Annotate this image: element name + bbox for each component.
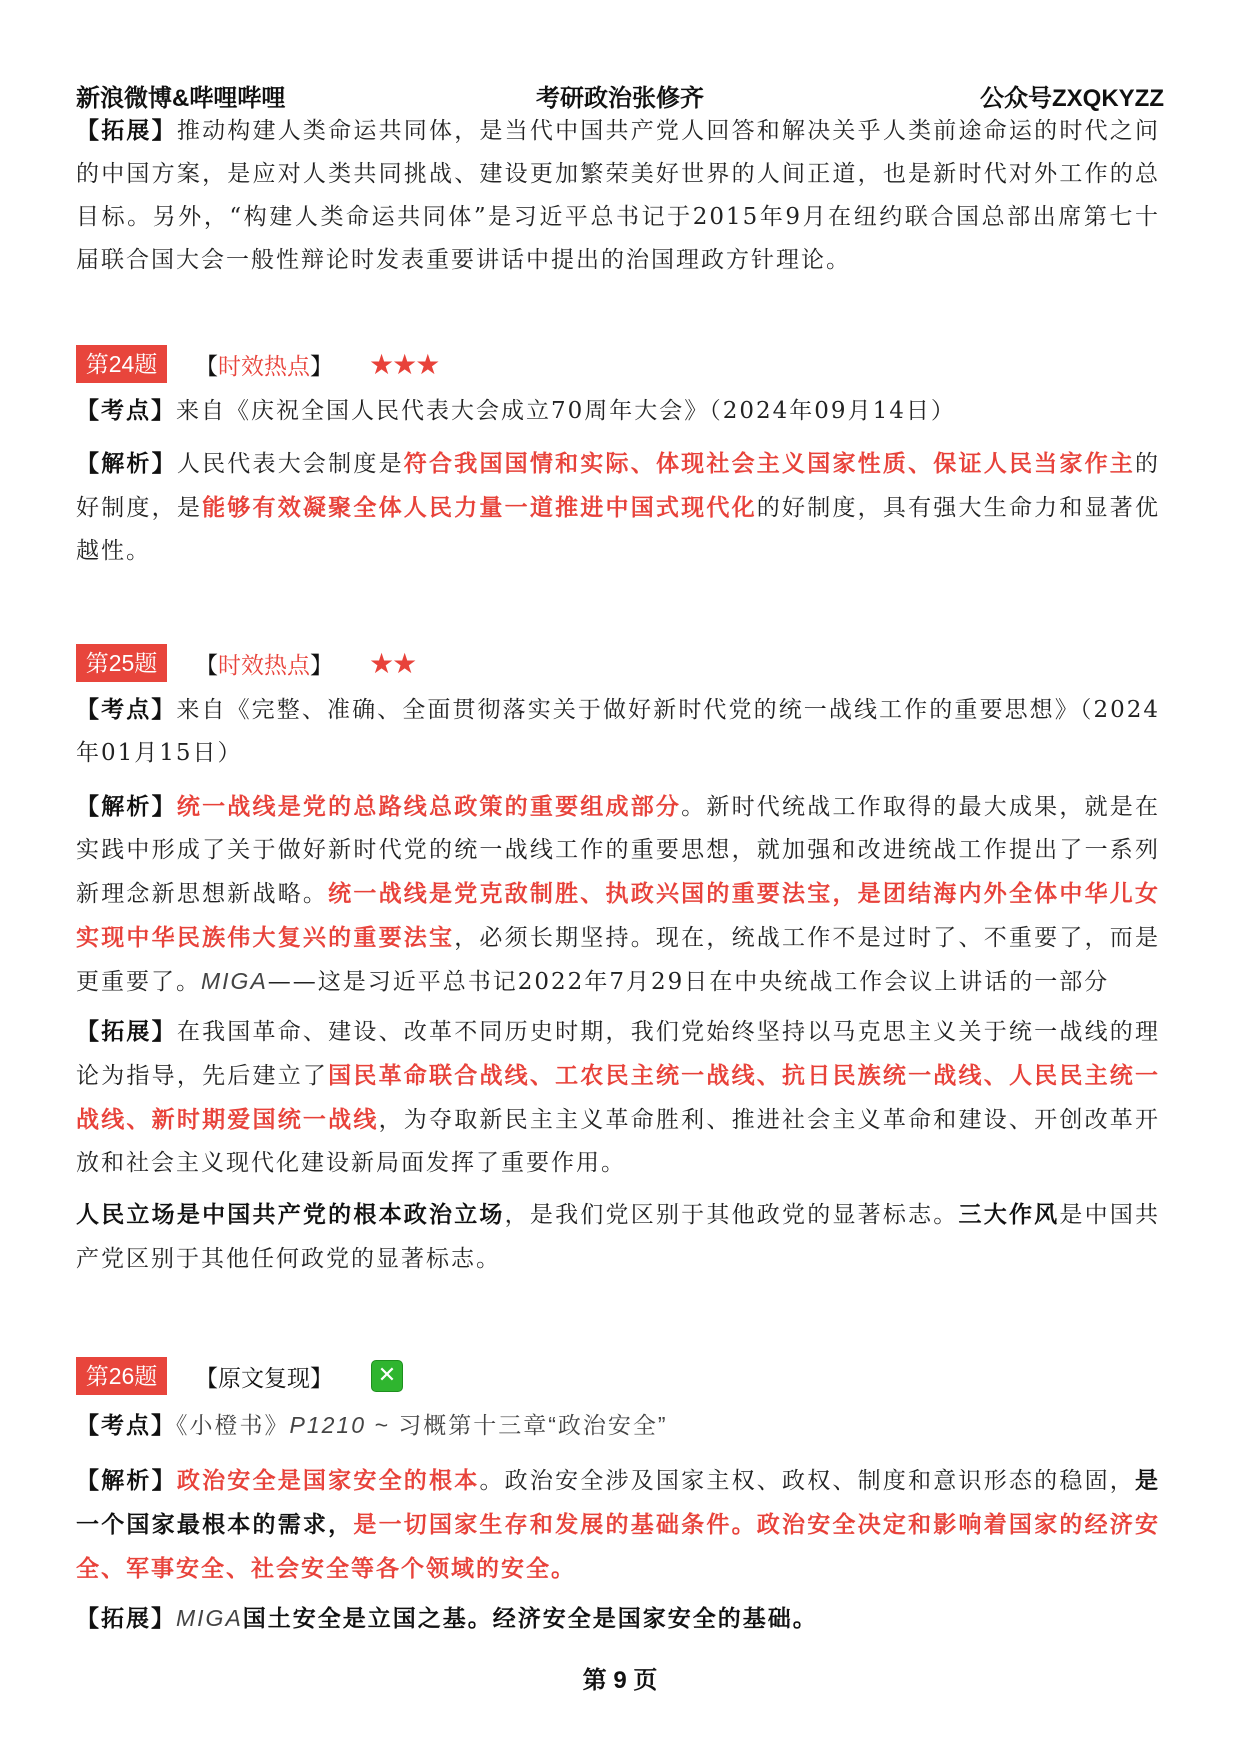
light-text: 《小橙书》 <box>176 1412 290 1438</box>
bold-text: 国土安全是立国之基。经济安全是国家安全的基础。 <box>242 1605 818 1631</box>
question-24-header <box>76 345 438 383</box>
highlight-text: 国民革命联合战线、工农民主统一战线、抗日民族统一战线、人民民主统一战线、新时期爱国统一战线 <box>76 1062 1161 1132</box>
tag-bracket-close: 】 <box>310 352 333 379</box>
question-tag <box>195 348 333 381</box>
italic-text: MIGA <box>176 1605 243 1631</box>
body-text: 推动构建人类命运共同体，是当代中国共产党人回答和解决关乎人类前途命运的时代之问的中国方案，是应对人类共同挑战、建设更加繁荣美好世界的人间正道，也是新时代对外工作的总目标。另外，“构建人类命运共同体”是习近平总书记于2015年9月在纽约联合国总部出席第七十届联合国大会一般性辩论时发表重要讲话中提出的治国理政方针理论。 <box>76 118 1161 273</box>
header-left: 新浪微博&哔哩哔哩 <box>76 85 286 112</box>
intro-expansion-paragraph <box>76 109 1160 282</box>
body-text: ，必须长期坚持。现在，统战工作不是过时了、不重要了，而是更重要了。 <box>76 925 1161 995</box>
body-text: 。政治安全涉及国家主权、政权、制度和意识形态的稳固， <box>479 1468 1136 1494</box>
highlight-text: 是一切国家生存和发展的基础条件。政治安全决定和影响着国家的经济安全、军事安全、社会安全等各个领域的安全。 <box>76 1511 1161 1581</box>
section-label: 【拓展】 <box>76 1605 176 1631</box>
q25-kaodian-paragraph <box>76 688 1160 775</box>
italic-text: P1210 ~ <box>289 1412 399 1438</box>
q24-analysis-paragraph <box>76 442 1160 573</box>
tag-bracket-close: 】 <box>310 1364 333 1391</box>
q25-note-paragraph <box>76 1193 1160 1281</box>
highlight-text: 统一战线是党克敌制胜、执政兴国的重要法宝，是团结海内外全体中华儿女实现中华民族伟大复兴的重要法宝 <box>76 880 1161 950</box>
question-26-header <box>76 1357 403 1395</box>
body-text: 是中国共产党区别于其他任何政党的 <box>76 1202 1161 1272</box>
section-label: 【考点】 <box>76 696 177 722</box>
green-cross-icon: ✕ <box>371 1360 403 1392</box>
tag-text: 时效热点 <box>218 651 310 678</box>
highlight-text: 统一战线是党的总路线总政策的重要组成部分 <box>176 793 682 819</box>
section-label: 【解析】 <box>76 1467 177 1493</box>
q26-kaodian-paragraph <box>76 1404 1160 1448</box>
plain-text: 显著标志。 <box>376 1245 501 1271</box>
bold-text: 是一个国家最根本的需求， <box>76 1467 1161 1537</box>
bold-text: 三大作风 <box>958 1201 1060 1227</box>
question-number-badge: 第25题 <box>76 644 167 682</box>
section-label: 【考点】 <box>76 1412 176 1438</box>
plain-text: 的好制度， <box>756 494 883 520</box>
body-text: 具有强大生命力和显著优越性。 <box>76 495 1161 564</box>
italic-text: MIGA <box>201 968 268 994</box>
question-25-header <box>76 644 415 682</box>
section-label: 【拓展】 <box>76 1018 177 1044</box>
body-text: ——这是习近平总书记2022年7月29日在中央统战工作会议上讲话的一部分 <box>267 969 1110 995</box>
body-text: 在我国革命、建设、改革不同历史时期，我们党始终坚持以马克思主义关于统一战线的理论为指导，先后建立了 <box>76 1019 1161 1089</box>
tag-text: 原文复现 <box>218 1364 310 1391</box>
tag-bracket-close: 】 <box>310 651 333 678</box>
body-text: ，是我们党区别于其他政党的 <box>504 1202 833 1228</box>
section-label: 【考点】 <box>76 397 176 423</box>
body-text: 是 <box>176 495 203 521</box>
question-number-badge: 第24题 <box>76 345 167 383</box>
body-text: ，为夺取新民主主义革命胜利、推进社会主义革命和建设、开创改革开放和社会主义现代化建设新局面发挥了重要作用。 <box>76 1107 1161 1176</box>
header-center: 考研政治张修齐 <box>536 85 704 112</box>
body-text: 。新时代统战工作取得的最大成果，就是在实践中形成了关于做好新时代党的统一战线工作的重要思想，就加强和改进统战工作提出了一系列新理念新思想新战略。 <box>76 794 1161 907</box>
highlight-text: 政治安全是国家安全的根本 <box>176 1467 480 1493</box>
body-text: 来自《庆祝全国人民代表大会成立70周年大会》（2024年09月14日） <box>176 398 956 424</box>
bold-text: 人民立场是中国共产党的根本政治立场 <box>76 1201 505 1227</box>
star-rating-icon: ★★★ <box>369 348 439 380</box>
tag-bracket-open: 【 <box>195 352 218 379</box>
highlight-text: 符合我国国情和实际、体现社会主义国家性质、保证人民当家作主 <box>403 450 1136 476</box>
page-number: 第 9 页 <box>582 1667 658 1694</box>
question-number-badge: 第26题 <box>76 1357 167 1395</box>
q26-expansion-paragraph <box>76 1597 1160 1641</box>
tag-text: 时效热点 <box>218 352 310 379</box>
light-text: 习概第十三章“政治安全” <box>398 1412 668 1438</box>
tag-bracket-open: 【 <box>195 651 218 678</box>
star-rating-icon: ★★ <box>369 647 416 679</box>
question-tag <box>195 647 333 680</box>
q25-analysis-paragraph <box>76 785 1160 1004</box>
body-text: 人民代表大会制度是 <box>176 451 404 477</box>
plain-text: 的好制度， <box>76 450 1161 520</box>
tag-bracket-open: 【 <box>195 1364 218 1391</box>
body-text: 来自《完整、准确、全面贯彻落实关于做好新时代党的统一战线工作的重要思想》（2024年01月15日） <box>76 697 1160 766</box>
header-right: 公众号ZXQKYZZ <box>980 85 1164 112</box>
section-label: 【解析】 <box>76 450 177 476</box>
question-tag <box>195 1360 333 1393</box>
q26-analysis-paragraph <box>76 1459 1160 1591</box>
q25-expansion-paragraph <box>76 1010 1160 1185</box>
highlight-text: 能够有效凝聚全体人民力量一道推进中国式现代化 <box>202 494 757 520</box>
plain-text: 显著标志。 <box>832 1201 959 1227</box>
section-label: 【拓展】 <box>76 117 177 143</box>
section-label: 【解析】 <box>76 793 177 819</box>
q24-kaodian-paragraph <box>76 389 1160 433</box>
